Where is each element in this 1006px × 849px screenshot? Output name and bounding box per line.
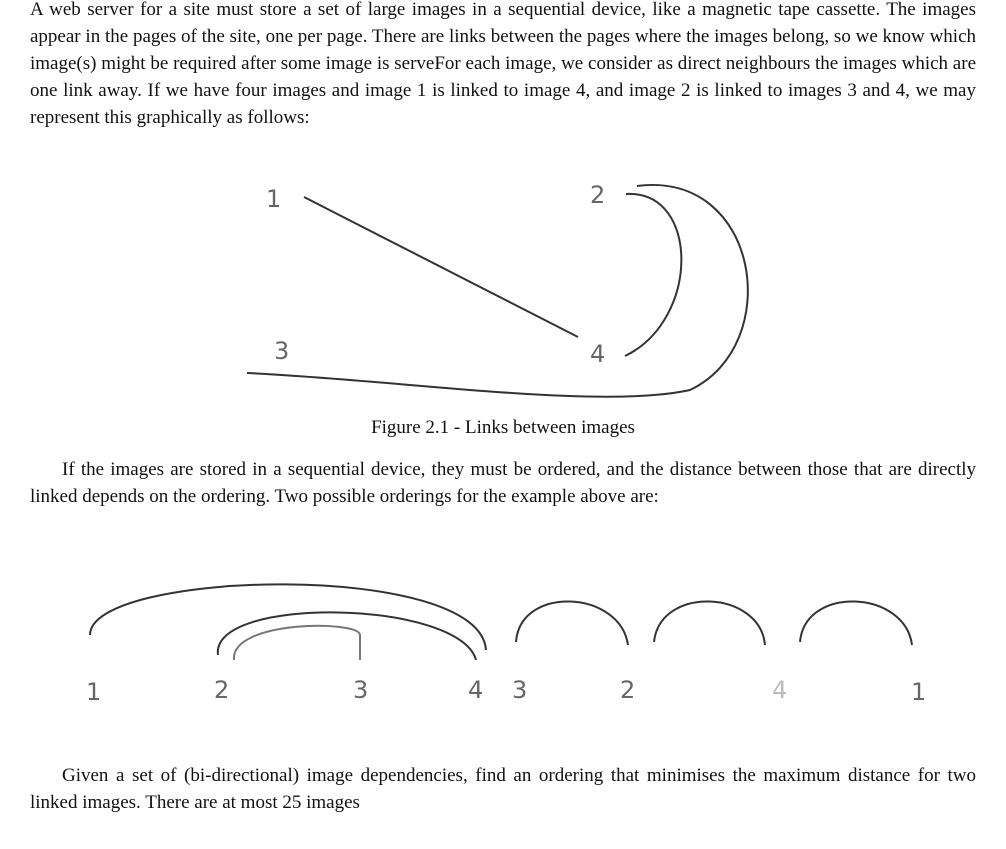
links-graph-figure [0,0,1006,410]
ordering-2-arc-4-1 [800,601,912,645]
ordering-2-arc-2-4 [654,601,765,645]
graph-node-2: 2 [590,181,606,209]
graph-edge-2-4 [625,194,681,356]
ordering-1-arc-2-3 [234,626,360,660]
orderings-figure [0,560,1006,720]
ordering-2-node-4: 4 [772,676,788,704]
graph-node-3: 3 [274,337,290,365]
ordering-2-node-2: 2 [620,676,636,704]
intro-paragraph: A web server for a site must store a set of large images in a sequential device, like a magnetic tape cassette. The images appear in the pages of the site, one per page. There are links between the pages where the images belong, so we know which image(s) might be required after some image is serveFor each image, we consider as direct neighbours the images which are one link away. If we have four images and image 1 is linked to image 4, and image 2 is linked to images 3 and 4, we may represent this graphically as follows: [30,0,976,128]
ordering-1-node-4: 4 [468,676,484,704]
figure-caption: Figure 2.1 - Links between images [371,417,635,438]
graph-edge-1-4 [304,197,578,337]
ordering-2-node-1: 1 [911,678,927,706]
ordering-2-arc-3-2 [516,601,628,645]
ordering-1-node-2: 2 [214,676,230,704]
graph-node-4: 4 [590,340,606,368]
graph-node-1: 1 [266,185,282,213]
ordering-1-node-3: 3 [353,676,369,704]
ordering-2-node-3: 3 [512,676,528,704]
orderings-paragraph: If the images are stored in a sequential device, they must be ordered, and the distance between those that are directly linked depends on the ordering. Two possible orderings for the example above are: [30,459,976,507]
ordering-1-node-1: 1 [86,678,102,706]
graph-edge-2-3 [247,185,748,397]
task-paragraph: Given a set of (bi-directional) image dependencies, find an ordering that minimises the maximum distance for two linked images. There are at most 25 images [30,765,976,813]
ordering-1-arc-1-4 [90,584,486,650]
